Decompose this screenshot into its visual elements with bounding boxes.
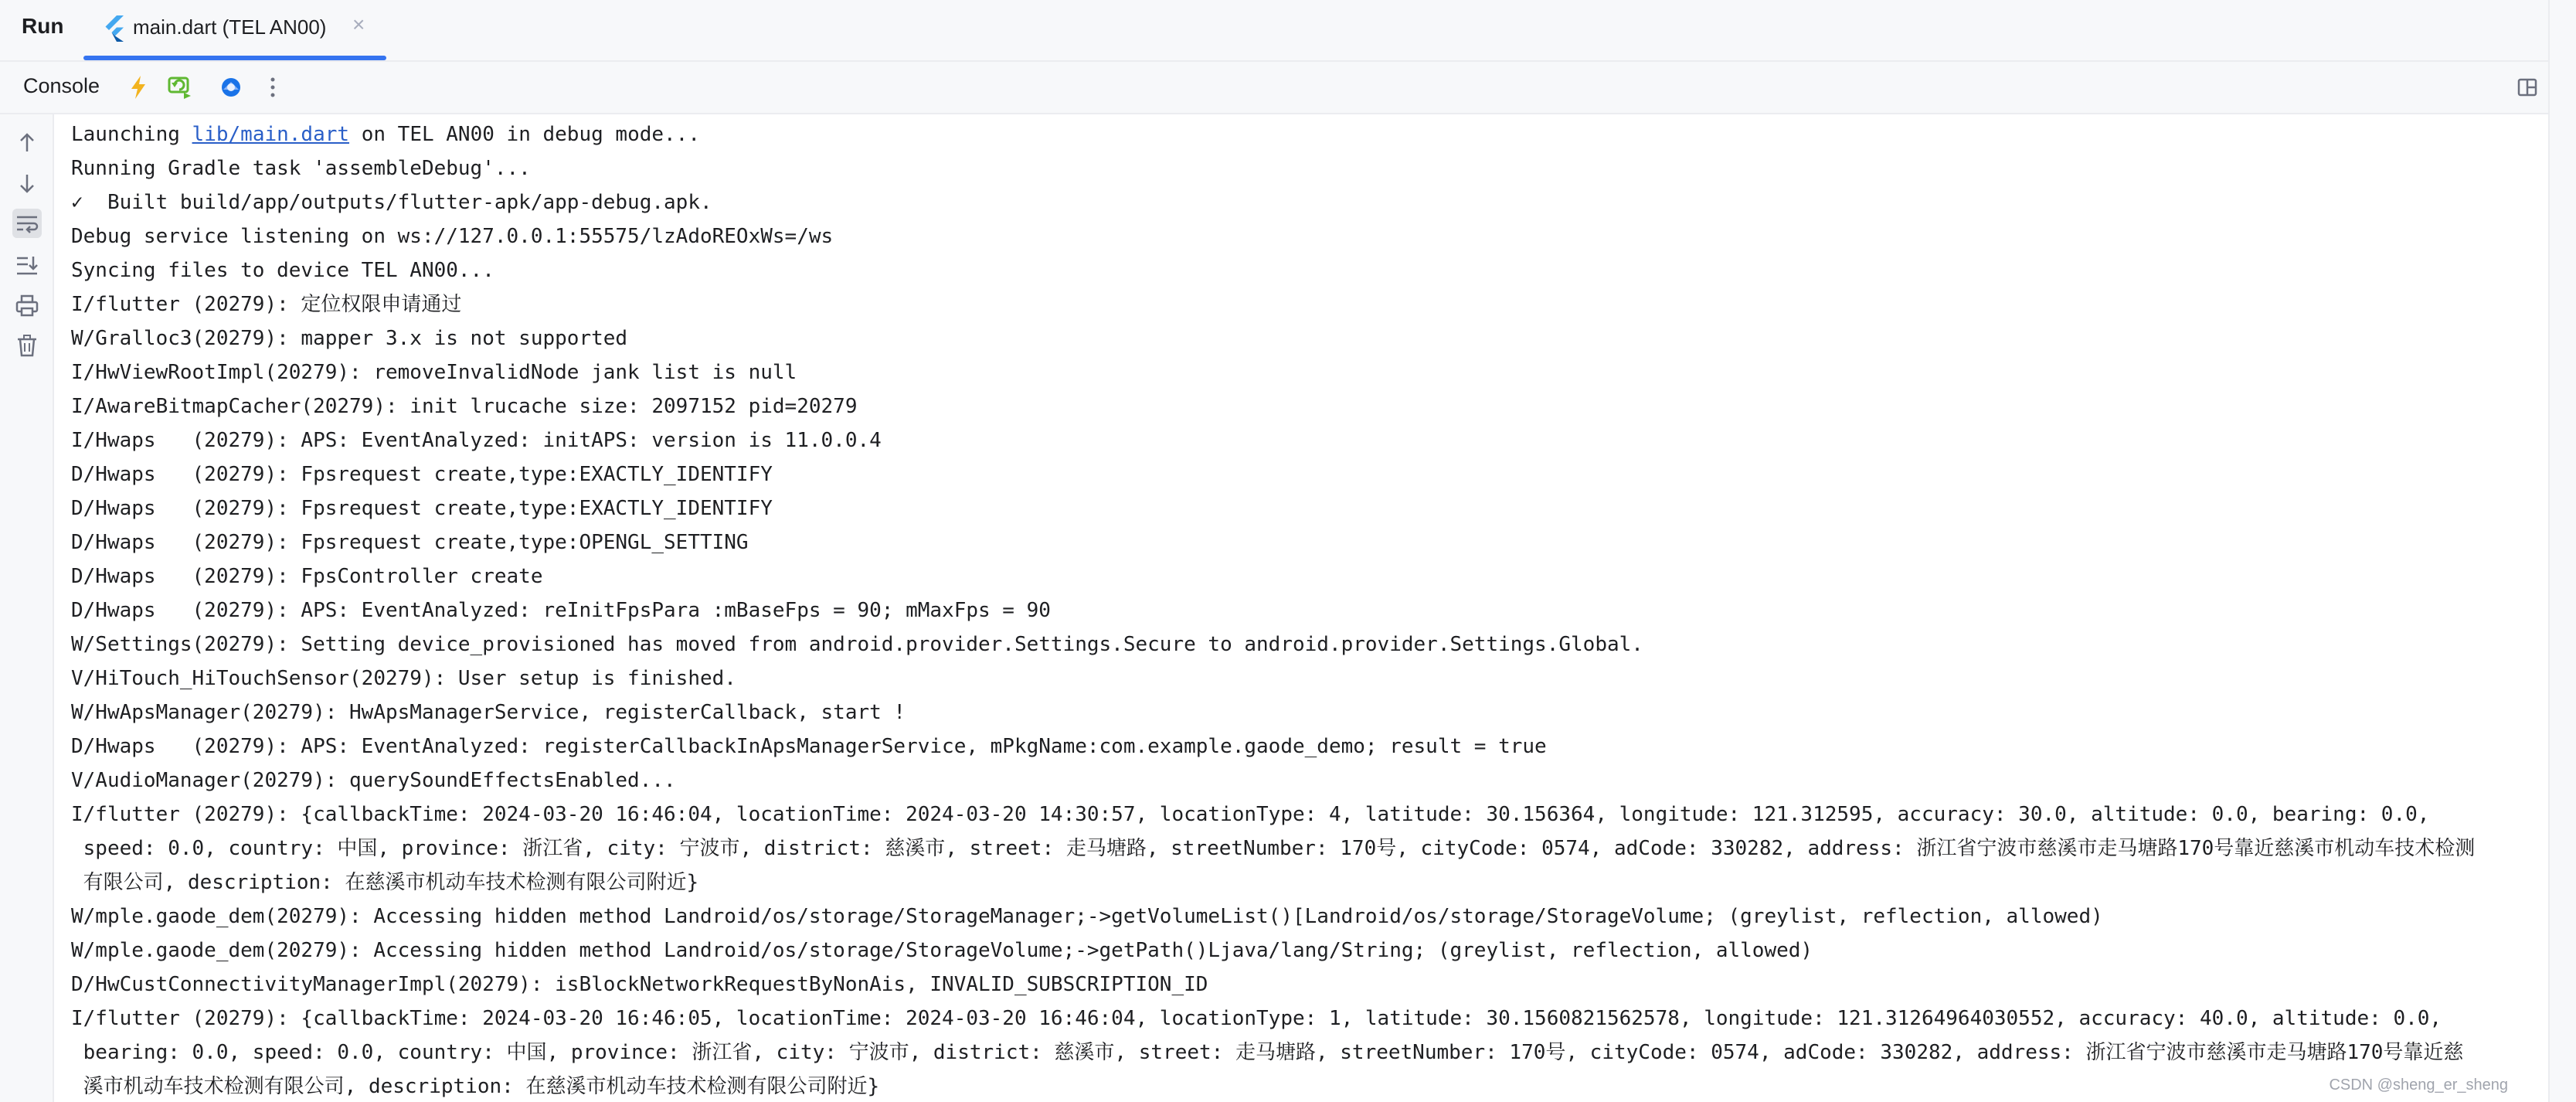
console-line: I/flutter (20279): {callbackTime: 2024-03-20 16:46:05, locationTime: 2024-03-20 16:46:04, locationType: 1, latitude: 30.1560821562578, longitude: 121.31264964030552, accuracy: 40.0, altitude: 0.0, bbox=[71, 1007, 2442, 1030]
console-output[interactable] bbox=[54, 114, 2548, 1102]
console-label: Console bbox=[23, 74, 100, 97]
soft-wrap-icon[interactable] bbox=[12, 209, 42, 238]
right-tool-strip bbox=[2548, 0, 2576, 1102]
console-line: D/Hwaps (20279): Fpsrequest create,type:OPENGL_SETTING bbox=[71, 531, 749, 554]
tool-window-header bbox=[0, 0, 2548, 62]
console-line: D/Hwaps (20279): APS: EventAnalyzed: reInitFpsPara :mBaseFps = 90; mMaxFps = 90 bbox=[71, 599, 1051, 622]
console-line: D/Hwaps (20279): Fpsrequest create,type:EXACTLY_IDENTIFY bbox=[71, 497, 773, 520]
console-line: ✓ Built build/app/outputs/flutter-apk/app-debug.apk. bbox=[71, 191, 712, 214]
console-line: Running Gradle task 'assembleDebug'... bbox=[71, 157, 531, 180]
console-line: I/flutter (20279): {callbackTime: 2024-03-20 16:46:04, locationTime: 2024-03-20 14:30:57, locationType: 4, latitude: 30.156364, longitude: 121.312595, accuracy: 30.0, altitude: 0.0, bearing: 0.0, bbox=[71, 803, 2430, 826]
active-tab-indicator bbox=[83, 56, 386, 60]
scroll-up-icon[interactable] bbox=[12, 128, 42, 158]
console-line: D/Hwaps (20279): APS: EventAnalyzed: registerCallbackInApsManagerService, mPkgName:com.example.gaode_demo; result = true bbox=[71, 735, 1547, 758]
console-line: V/HiTouch_HiTouchSensor(20279): User setup is finished. bbox=[71, 667, 736, 690]
console-line: speed: 0.0, country: 中国, province: 浙江省, city: 宁波市, district: 慈溪市, street: 走马塘路, streetNumber: 170号, cityCode: 0574, adCode: 330282, address: 浙江省宁波市慈溪市走马塘路170号靠近慈溪市机动车技术检测 bbox=[71, 837, 2476, 860]
console-line: W/Gralloc3(20279): mapper 3.x is not supported bbox=[71, 327, 628, 350]
console-line: D/Hwaps (20279): Fpsrequest create,type:EXACTLY_IDENTIFY bbox=[71, 463, 773, 486]
console-toolbar bbox=[0, 62, 2548, 114]
console-line: I/flutter (20279): 定位权限申请通过 bbox=[71, 293, 462, 316]
console-line: Syncing files to device TEL AN00... bbox=[71, 259, 494, 282]
console-line: W/Settings(20279): Setting device_provisioned has moved from android.provider.Settings.Secure to android.provider.Settings.Global. bbox=[71, 633, 1643, 656]
console-line: I/HwViewRootImpl(20279): removeInvalidNode jank list is null bbox=[71, 361, 797, 384]
scroll-to-end-icon[interactable] bbox=[12, 250, 42, 280]
flutter-icon bbox=[104, 15, 125, 42]
console-line: W/mple.gaode_dem(20279): Accessing hidden method Landroid/os/storage/StorageManager;->getVolumeList()[Landroid/os/storage/StorageVolume; (greylist, reflection, allowed) bbox=[71, 905, 2103, 928]
more-vert-icon[interactable] bbox=[258, 73, 287, 102]
hot-reload-icon[interactable] bbox=[124, 73, 153, 102]
console-line: 溪市机动车技术检测有限公司, description: 在慈溪市机动车技术检测有限公司附近} bbox=[71, 1075, 880, 1098]
console-gutter bbox=[0, 114, 54, 1102]
clear-all-icon[interactable] bbox=[12, 331, 42, 360]
console-line: I/AwareBitmapCacher(20279): init lrucache size: 2097152 pid=20279 bbox=[71, 395, 858, 418]
console-line: D/Hwaps (20279): FpsController create bbox=[71, 565, 543, 588]
file-link[interactable]: lib/main.dart bbox=[192, 123, 350, 146]
close-icon[interactable]: × bbox=[352, 12, 365, 36]
console-line bbox=[71, 117, 2475, 151]
hot-restart-icon[interactable] bbox=[165, 73, 195, 102]
console-line: Debug service listening on ws://127.0.0.1:55575/lzAdoREOxWs=/ws bbox=[71, 225, 834, 248]
watermark: CSDN @sheng_er_sheng bbox=[2329, 1076, 2508, 1093]
console-line: D/HwCustConnectivityManagerImpl(20279): isBlockNetworkRequestByNonAis, INVALID_SUBSCRIPTION_ID bbox=[71, 973, 1208, 996]
scroll-down-icon[interactable] bbox=[12, 168, 42, 198]
tab-main-dart[interactable] bbox=[83, 0, 386, 59]
devtools-icon[interactable] bbox=[216, 73, 246, 102]
console-text: on TEL AN00 in debug mode... bbox=[349, 123, 700, 146]
console-line: bearing: 0.0, speed: 0.0, country: 中国, province: 浙江省, city: 宁波市, district: 慈溪市, street: 走马塘路, streetNumber: 170号, cityCode: 0574, adCode: 330282, address: 浙江省宁波市慈溪市走马塘路170号靠近慈 bbox=[71, 1041, 2464, 1064]
console-line: 有限公司, description: 在慈溪市机动车技术检测有限公司附近} bbox=[71, 871, 699, 894]
tool-window-title: Run bbox=[22, 14, 64, 38]
print-icon[interactable] bbox=[12, 291, 42, 320]
console-line: I/Hwaps (20279): APS: EventAnalyzed: initAPS: version is 11.0.0.4 bbox=[71, 429, 882, 452]
console-line: V/AudioManager(20279): querySoundEffectsEnabled... bbox=[71, 769, 676, 792]
console-line: W/HwApsManager(20279): HwApsManagerService, registerCallback, start ! bbox=[71, 701, 906, 724]
console-line: W/mple.gaode_dem(20279): Accessing hidden method Landroid/os/storage/StorageVolume;->getPath()Ljava/lang/String; (greylist, reflection, allowed) bbox=[71, 939, 1813, 962]
tab-label: main.dart (TEL AN00) bbox=[133, 15, 327, 39]
layout-icon[interactable] bbox=[2513, 73, 2542, 102]
console-text: Launching bbox=[71, 123, 192, 146]
